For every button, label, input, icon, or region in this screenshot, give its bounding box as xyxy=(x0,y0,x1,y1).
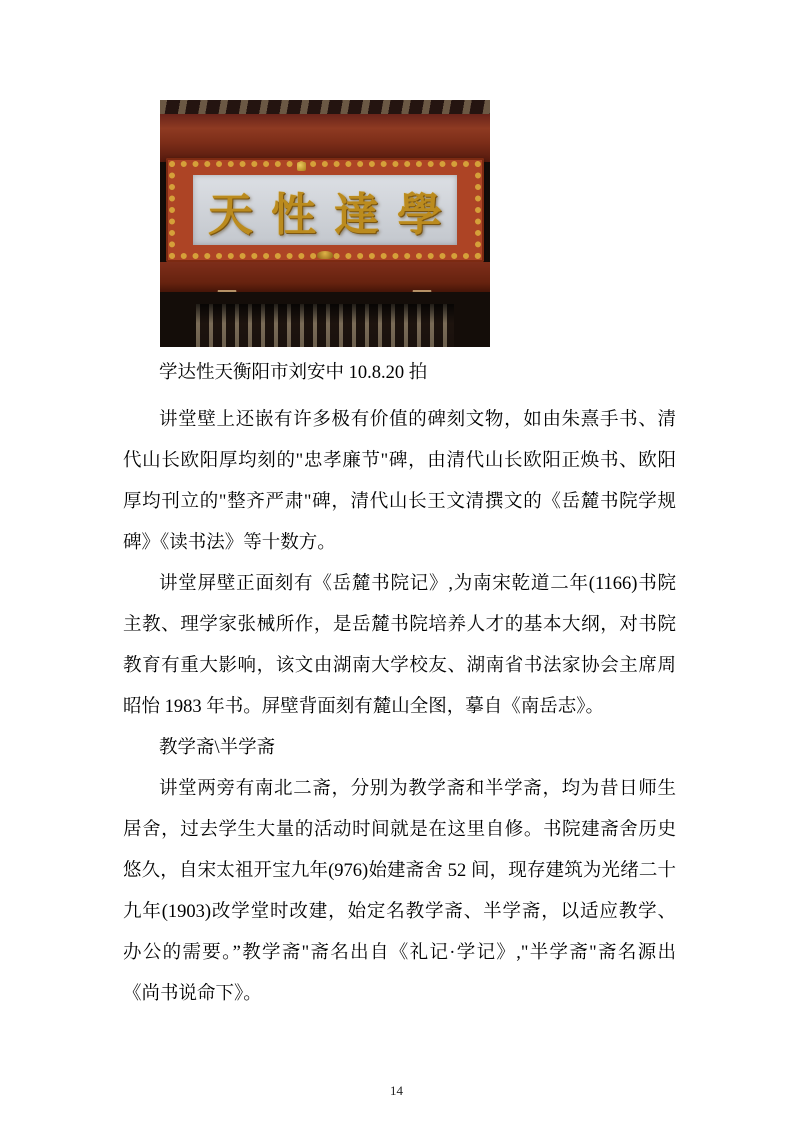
paragraph-stele-relics xyxy=(123,400,676,564)
paragraph-studies-body xyxy=(123,769,676,1015)
text-line: 昭怡 1983 年书。屏壁背面刻有麓山全图，摹自《南岳志》。 xyxy=(123,697,605,717)
page-number: 14 xyxy=(390,1083,403,1098)
text-line: 九年(1903)改学堂时改建，始定名教学斋、半学斋，以适应教学、 xyxy=(123,902,676,922)
window-area xyxy=(160,292,490,347)
lower-beam xyxy=(160,262,490,292)
paragraph-studies-heading xyxy=(123,728,676,769)
text-line: 讲堂两旁有南北二斋，分别为教学斋和半学斋，均为昔日师生 xyxy=(159,779,676,799)
plaque-board xyxy=(166,158,484,262)
section-heading: 教学斋\半学斋 xyxy=(159,738,276,758)
photo-caption: 学达性天衡阳市刘安中 10.8.20 拍 xyxy=(159,363,428,383)
text-line: 讲堂屏壁正面刻有《岳麓书院记》,为南宋乾道二年(1166)书院 xyxy=(159,574,676,594)
text-line: 办公的需要。”教学斋"斋名出自《礼记·学记》,"半学斋"斋名源出 xyxy=(123,943,676,963)
text-line: 悠久，自宋太祖开宝九年(976)始建斋舍 52 间，现存建筑为光绪二十 xyxy=(123,861,676,881)
text-line: 讲堂壁上还嵌有许多极有价值的碑刻文物，如由朱熹手书、清 xyxy=(159,410,676,430)
plaque-photo xyxy=(160,100,490,347)
text-line: 居舍，过去学生大量的活动时间就是在这里自修。书院建斋舍历史 xyxy=(123,820,676,840)
paragraph-screen-wall xyxy=(123,564,676,728)
text-line: 代山长欧阳厚均刻的"忠孝廉节"碑，由清代山长欧阳正焕书、欧阳 xyxy=(123,451,676,471)
text-line: 厚均刊立的"整齐严肃"碑，清代山长王文清撰文的《岳麓书院学规 xyxy=(123,492,676,512)
text-line: 碑》《读书法》等十数方。 xyxy=(123,533,336,553)
text-line: 教育有重大影响，该文由湖南大学校友、湖南省书法家协会主席周 xyxy=(123,656,676,676)
text-line: 主教、理学家张械所作，是岳麓书院培养人才的基本大纲，对书院 xyxy=(123,615,676,635)
upper-beam xyxy=(160,114,490,162)
bat-ornament-icon xyxy=(317,251,333,259)
plaque-characters: 天性達學 xyxy=(207,189,460,240)
window-lattice xyxy=(196,304,454,347)
text-line: 《尚书说命下》。 xyxy=(123,984,262,1004)
